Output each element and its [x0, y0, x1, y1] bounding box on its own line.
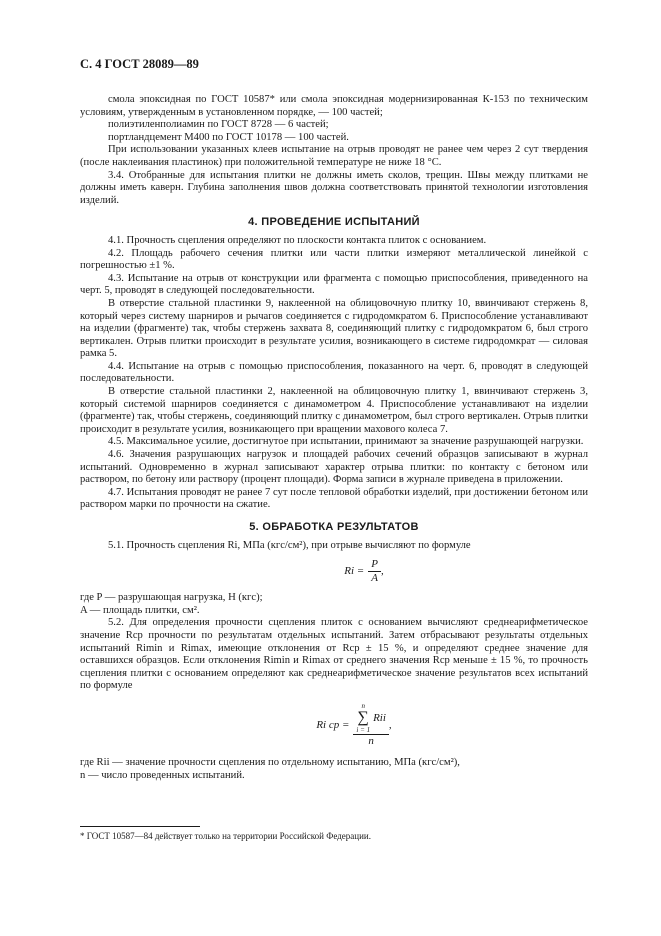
formula-strength-comma: , [380, 564, 384, 577]
footnote: * ГОСТ 10587—84 действует только на территории Российской Федерации. [80, 831, 371, 841]
paragraph-4-4: 4.4. Испытание на отрыв с помощью приспособления, показанного на черт. 6, проводят в следующей последовательности. [80, 360, 588, 385]
sum-lower-limit: i = 1 [356, 726, 371, 735]
document-body [80, 94, 588, 782]
formula-strength-lhs: Ri = [344, 564, 365, 577]
paragraph-4-7: 4.7. Испытания проводят не ранее 7 сут после тепловой обработки изделий, при достижении бетоном или раствором марки по прочности на сжатие. [80, 486, 588, 511]
paragraph-4-4-detail: В отверстие стальной пластинки 2, наклеенной на облицовочную плитку 1, ввинчивают стержень 3, который системой шарниров соединяется с динамометром 4. Приспособление устанавливают на изделии (фрагменте) так, чтобы стержень, соединяющий плитку с динамометром, был строго вертикален. Отрыв плитки происходит в результате усилия, возникающего при вращении махового колеса 7. [80, 386, 588, 435]
section-4-title: 4. ПРОВЕДЕНИЕ ИСПЫТАНИЙ [248, 216, 420, 229]
paragraph-polyamine: полиэтиленполиамин по ГОСТ 8728 — 6 частей; [108, 119, 329, 131]
paragraph-5-1: 5.1. Прочность сцепления Ri, МПа (кгс/см²), при отрыве вычисляют по формуле [108, 539, 471, 551]
formula-strength [140, 554, 588, 588]
paragraph-cement: портландцемент М400 по ГОСТ 10178 — 100 частей. [108, 131, 349, 143]
sum-sign: ∑ [357, 709, 369, 727]
paragraph-adhesive-note: При использовании указанных клеев испытание на отрыв проводят не ранее чем через 2 сут твердения (после наклеивания пластинок) при положительной температуре не ниже 18 °С. [80, 144, 588, 168]
formula-mean-fraction [353, 702, 389, 748]
formula-mean-denominator: n [368, 735, 374, 748]
where-rii: где Rii — значение прочности сцепления по отдельному испытанию, МПа (кгс/см²), [80, 756, 460, 768]
sum-operator [356, 702, 370, 734]
where-n: n — число проведенных испытаний. [80, 769, 245, 781]
paragraph-resin: смола эпоксидная по ГОСТ 10587* или смола эпоксидная модернизированная К-153 по техническим условиям, утвержденным в установленном порядке, — 100 частей; [80, 94, 588, 118]
formula-mean-numerator [353, 702, 389, 735]
formula-mean-comma: , [388, 718, 392, 731]
paragraph-4-1: 4.1. Прочность сцепления определяют по плоскости контакта плиток с основанием. [108, 234, 487, 246]
paragraph-3-4: 3.4. Отобранные для испытания плитки не должны иметь сколов, трещин. Швы между плитками не должны иметь каверн. Глубина заполнения швов должна соответствовать принятой технологии изготовления изделий. [80, 169, 588, 206]
paragraph-4-6: 4.6. Значения разрушающих нагрузок и площадей рабочих сечений образцов записывают в журнал испытаний. Одновременно в журнал записывают характер отрыва плитки: по контакту с бетоном или раствором, по бетону или раствору (процент площади). Форма записи в журнале приведена в приложении. [80, 449, 588, 486]
sum-term: Rii [373, 711, 386, 724]
where-a: A — площадь плитки, см². [80, 604, 200, 616]
paragraph-4-3-detail: В отверстие стальной пластинки 9, наклеенной на облицовочную плитку 10, ввинчивают стержень 8, который через систему шарниров и рычагов соединяется с гидродомкратом 6. Приспособление устанавливают на изделии (фрагменте) так, чтобы стержень захвата 8, соединяющий плитку с гидродомкратом 6, был строго вертикален. Отрыв плитки происходит в результате усилия, возникающего в системе гидродомкрат — силовая рамка 5. [80, 297, 588, 360]
formula-mean [120, 697, 588, 753]
paragraph-4-3: 4.3. Испытание на отрыв от конструкции или фрагмента с помощью приспособления, приведенного на черт. 5, проводят в следующей последовательности. [80, 272, 588, 297]
footnote-divider [80, 826, 200, 827]
paragraph-4-2: 4.2. Площадь рабочего сечения плитки или части плитки измеряют металлической линейкой с погрешностью ±1 %. [80, 247, 588, 272]
formula-mean-lhs: Ri ср = [316, 718, 350, 731]
where-p: где P — разрушающая нагрузка, Н (кгс); [80, 592, 263, 604]
paragraph-4-5: 4.5. Максимальное усилие, достигнутое при испытании, принимают за значение разрушающей нагрузки. [108, 436, 584, 448]
formula-strength-denominator: A [371, 571, 378, 584]
formula-strength-fraction [368, 558, 381, 584]
sum-upper-limit: n [361, 702, 365, 711]
page-header: С. 4 ГОСТ 28089—89 [80, 57, 199, 71]
section-5-title: 5. ОБРАБОТКА РЕЗУЛЬТАТОВ [249, 521, 419, 533]
paragraph-5-2: 5.2. Для определения прочности сцепления плиток с основанием вычисляют среднеарифметическое значение Rср прочности по результатам отдельных испытаний. Затем отбрасывают результаты отдельных испытаний Rimin и Rimax, имеющие отклонения от Rср ± 15 %, и определяют среднее значение для оставшихся образцов. Если отклонения Rimin и Rimax от среднего значения Rср меньше ± 15 %, то прочность сцепления плитки с основанием определяют как среднеарифметическое значение результатов всех испытаний по формуле [80, 617, 588, 692]
formula-strength-numerator: P [368, 558, 381, 572]
